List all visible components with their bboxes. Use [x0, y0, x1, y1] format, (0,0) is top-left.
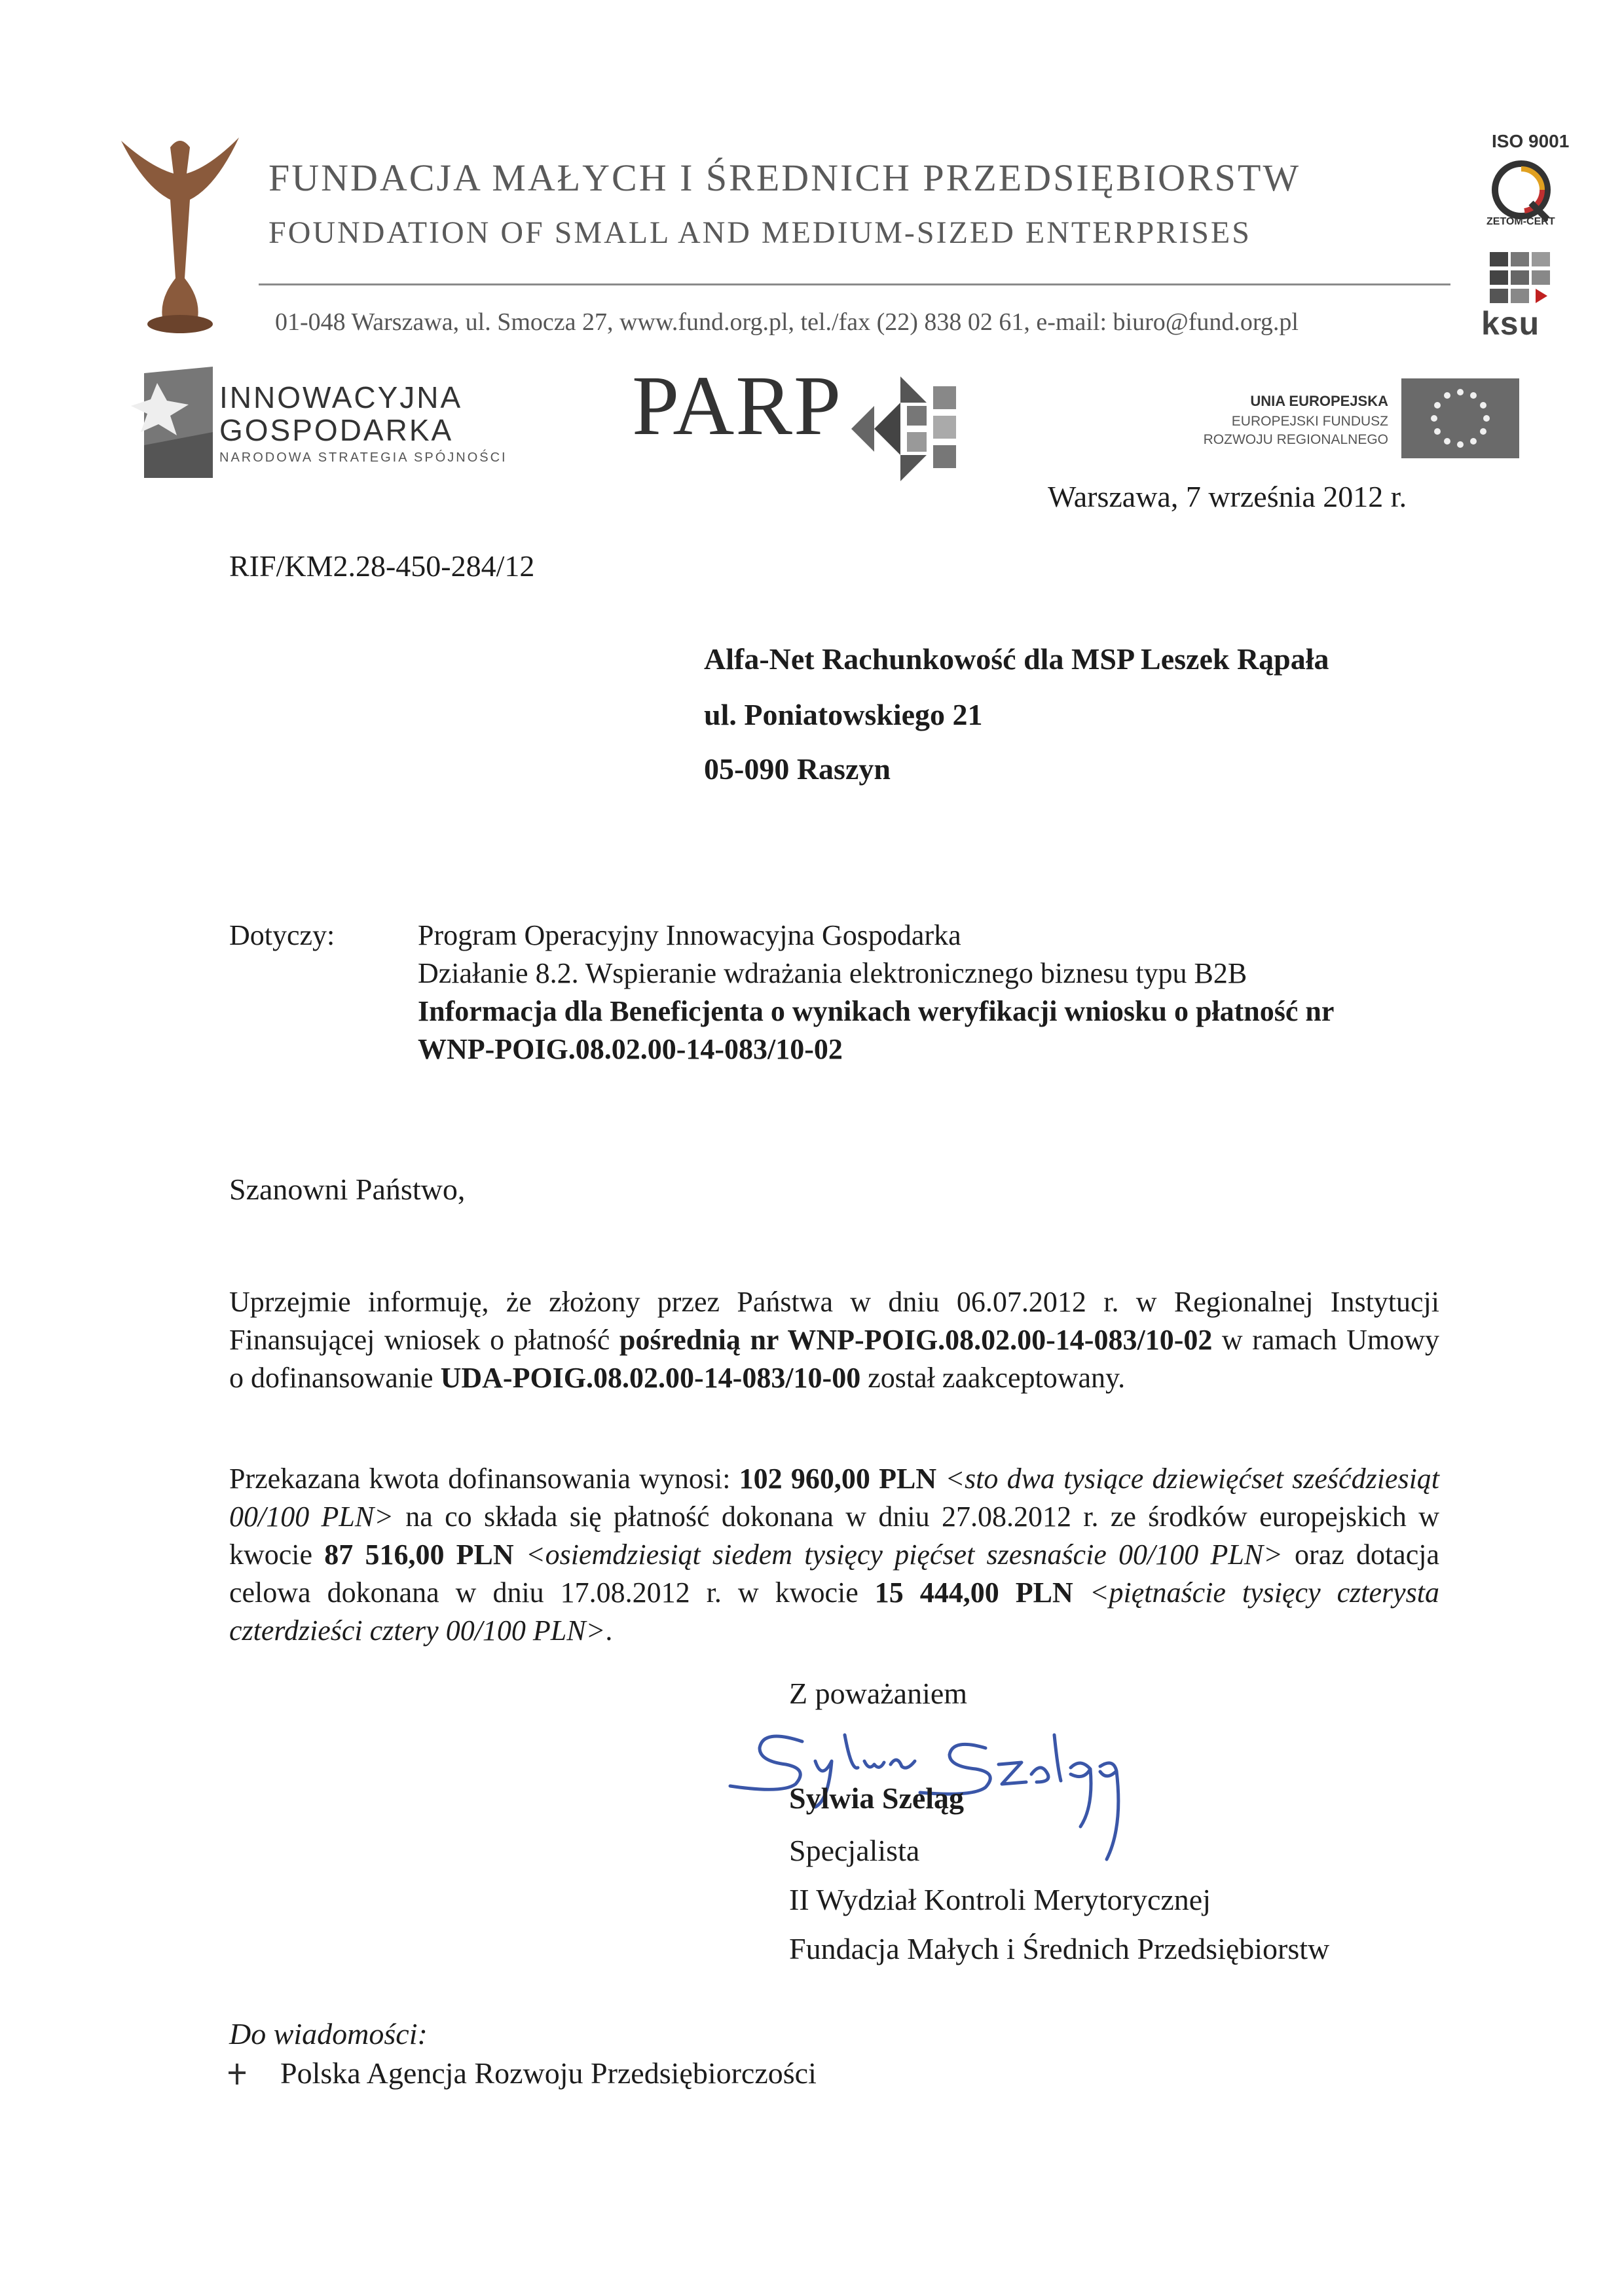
eu-label-line1: UNIA EUROPEJSKA	[1250, 393, 1388, 409]
statue-logo	[118, 128, 242, 337]
para2-words-total: <sto dwa tysiące dziewięćset sześćdziesiąt 00/100 PLN>	[229, 1463, 1440, 1533]
paragraph-acceptance	[229, 1283, 1439, 1397]
eu-flag-icon	[1401, 378, 1519, 458]
para2-amount-eu: 87 516,00 PLN	[324, 1539, 514, 1571]
signer-title: Specjalista	[789, 1834, 920, 1867]
cc-recipient: Polska Agencja Rozwoju Przedsiębiorczości	[280, 2056, 817, 2090]
ksu-label: ksu	[1481, 305, 1540, 342]
organization-name-english: FOUNDATION OF SMALL AND MEDIUM-SIZED ENTERPRISES	[268, 215, 1251, 250]
subject-line2: Działanie 8.2. Wspieranie wdrażania elektronicznego biznesu typu B2B	[418, 957, 1247, 989]
signer-organization: Fundacja Małych i Średnich Przedsiębiorstw	[789, 1932, 1330, 1965]
para2-amount-total: 102 960,00 PLN	[739, 1463, 937, 1495]
salutation: Szanowni Państwo,	[229, 1173, 466, 1206]
signer-name: Sylwia Szeląg	[789, 1781, 965, 1815]
para1-text3: został zaakceptowany.	[860, 1362, 1126, 1394]
eu-label-line3: ROZWOJU REGIONALNEGO	[1203, 432, 1388, 447]
recipient-street: ul. Poniatowskiego 21	[704, 698, 983, 731]
para1-bold2: UDA-POIG.08.02.00-14-083/10-00	[440, 1362, 861, 1394]
para1-text1: Uprzejmie informuję, że złożony przez Państwa w dniu 06.07.2012 r. w Regionalnej Instytucji Finansującej wniosek o płatność	[229, 1286, 1439, 1356]
subject-label: Dotyczy:	[229, 919, 335, 951]
ig-logo-line3: NARODOWA STRATEGIA SPÓJNOŚCI	[219, 450, 507, 465]
para2-words-eu: <osiemdziesiąt siedem tysięcy pięćset szesnaście 00/100 PLN>	[513, 1539, 1283, 1571]
closing-phrase: Z poważaniem	[789, 1677, 968, 1710]
iso-label: ISO 9001	[1492, 131, 1570, 151]
zetom-cert-icon	[1485, 157, 1557, 223]
parp-diamond-icon	[845, 373, 963, 484]
dagger-bullet-icon	[226, 2062, 248, 2086]
signer-department: II Wydział Kontroli Merytorycznej	[789, 1883, 1211, 1916]
header-divider	[259, 283, 1450, 285]
recipient-city: 05-090 Raszyn	[704, 752, 891, 786]
contact-line: 01-048 Warszawa, ul. Smocza 27, www.fund.org.pl, tel./fax (22) 838 02 61, e-mail: biuro@fund.org.pl	[275, 308, 1299, 336]
subject-line1: Program Operacyjny Innowacyjna Gospodarka	[418, 919, 961, 951]
recipient-name: Alfa-Net Rachunkowość dla MSP Leszek Rąpała	[704, 642, 1329, 676]
para2-words-subsidy: <piętnaście tysięcy czterysta czterdzieści cztery 00/100 PLN>	[229, 1576, 1440, 1647]
reference-number: RIF/KM2.28-450-284/12	[229, 549, 535, 583]
paragraph-amounts	[229, 1460, 1439, 1650]
ksu-logo-icon	[1490, 252, 1555, 304]
subject-block	[418, 917, 1439, 1068]
para2-text1: Przekazana kwota dofinansowania wynosi:	[229, 1463, 739, 1495]
parp-logo-text: PARP	[632, 359, 843, 453]
zetom-cert-label: ZETOM-CERT	[1486, 216, 1555, 227]
subject-line4: WNP-POIG.08.02.00-14-083/10-02	[418, 1033, 843, 1065]
organization-name-polish: FUNDACJA MAŁYCH I ŚREDNICH PRZEDSIĘBIORSTW	[268, 156, 1301, 199]
para2-text3: oraz dotacja celowa dokonana w dniu 17.08.2012 r. w kwocie	[229, 1539, 1439, 1609]
para2-text2: na co składa się płatność dokonana w dniu 27.08.2012 r. ze środków europejskich w kwocie	[229, 1501, 1439, 1571]
letter-date: Warszawa, 7 września 2012 r.	[1048, 480, 1407, 513]
para1-text2: w ramach Umowy o dofinansowanie	[229, 1324, 1440, 1394]
ig-logo-line1: INNOWACYJNA	[219, 380, 463, 414]
para2-text4: .	[605, 1614, 613, 1647]
cc-label: Do wiadomości:	[229, 2017, 428, 2050]
innowacyjna-gospodarka-logo	[131, 367, 216, 478]
subject-line3: Informacja dla Beneficjenta o wynikach weryfikacji wniosku o płatność nr	[418, 995, 1335, 1027]
para2-amount-subsidy: 15 444,00 PLN	[874, 1576, 1073, 1609]
eu-label-line2: EUROPEJSKI FUNDUSZ	[1231, 414, 1388, 429]
ig-logo-line2: GOSPODARKA	[219, 413, 454, 447]
para1-bold1: pośrednią nr WNP-POIG.08.02.00-14-083/10-02	[619, 1324, 1213, 1356]
